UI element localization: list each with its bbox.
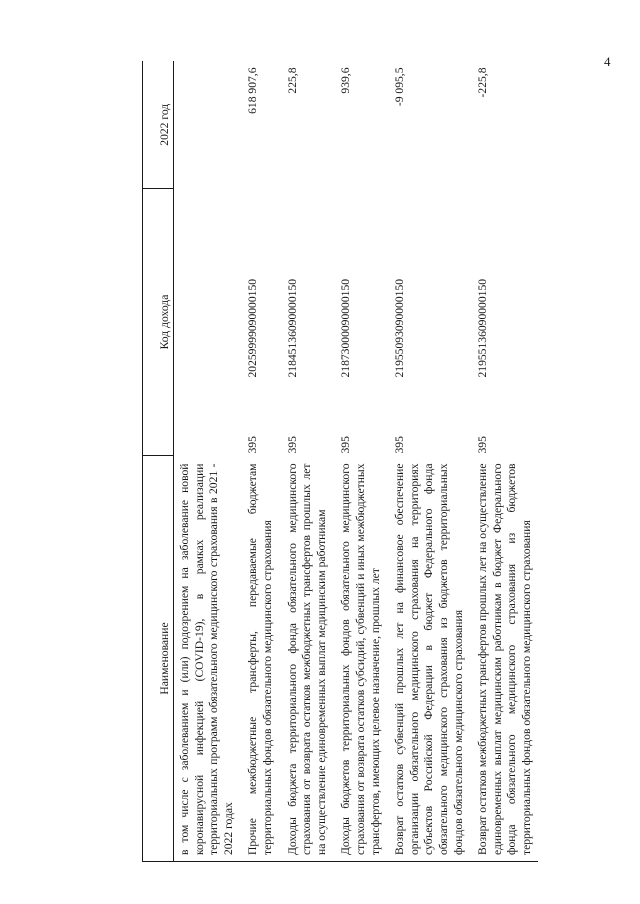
row-name: Возврат остатков субвенций прошлых лет на финансовое обеспечение организации обязательного медицинского страхования на территориях субъектов Российской Федерации в бюджет Федерального фонда обязательного медицинского страхования из бюджетов территориальных фондов обязательного медицинского страхования: [387, 456, 470, 862]
row-name: в том числе с заболеванием и (или) подозрением на заболевание новой коронавирусной инфекцией (COVID-19), в рамках реализации территориальных программ обязательного медицинского страхования в 2021 - 2022 годах: [174, 456, 241, 862]
header-name: Наименование: [143, 456, 174, 862]
table-row: [470, 62, 538, 862]
table-row: [280, 62, 334, 862]
table-row: [240, 62, 279, 862]
row-income-code: 20259999090000150: [246, 278, 260, 378]
row-value: 225,8: [285, 67, 299, 94]
row-value: -225,8: [476, 67, 490, 98]
row-income-code: 21845136090000150: [285, 278, 299, 378]
header-code: Код дохода: [143, 189, 174, 456]
row-admin-code: 395: [393, 436, 407, 454]
row-admin-code: 395: [339, 436, 353, 454]
row-income-code: [174, 189, 241, 384]
row-value: 939,6: [339, 67, 353, 94]
income-table: [142, 62, 538, 863]
header-year: 2022 год: [143, 62, 174, 189]
row-income-code: 21955093090000150: [393, 278, 407, 378]
row-name: Возврат остатков межбюджетных трансфертов прошлых лет на осуществление единовременных выплат медицинским работникам в бюджет Федерального фонда обязательного медицинского страхования из бюджетов территориальных фондов обязательного медицинского страхования: [470, 456, 538, 862]
row-admin-code: 395: [246, 436, 260, 454]
row-admin-code: 395: [476, 436, 490, 454]
row-name: Доходы бюджета территориального фонда обязательного медицинского страхования от возврата остатков межбюджетных трансфертов прошлых лет на осуществление единовременных выплат медицинским работникам: [280, 456, 334, 862]
row-value: [174, 62, 241, 189]
row-admin-code: [174, 384, 241, 456]
table-row: [387, 62, 470, 862]
table-row: [333, 62, 387, 862]
row-admin-code: 395: [285, 436, 299, 454]
row-name: Прочие межбюджетные трансферты, передаваемые бюджетам территориальных фондов обязательного медицинского страхования: [240, 456, 279, 862]
page-number: 4: [604, 54, 611, 69]
table-header-row: [143, 62, 174, 862]
rotated-page-content: [142, 62, 640, 862]
row-value: 618 907,6: [246, 67, 260, 114]
row-income-code: 21955136090000150: [476, 278, 490, 378]
row-name: Доходы бюджетов территориальных фондов обязательного медицинского страхования от возврата остатков субсидий, субвенций и иных межбюджетных трансфертов, имеющих целевое назначение, прошлых лет: [333, 456, 387, 862]
row-income-code: 21873000090000150: [339, 278, 353, 378]
row-value: -9 095,5: [393, 67, 407, 107]
table-row: [174, 62, 241, 862]
